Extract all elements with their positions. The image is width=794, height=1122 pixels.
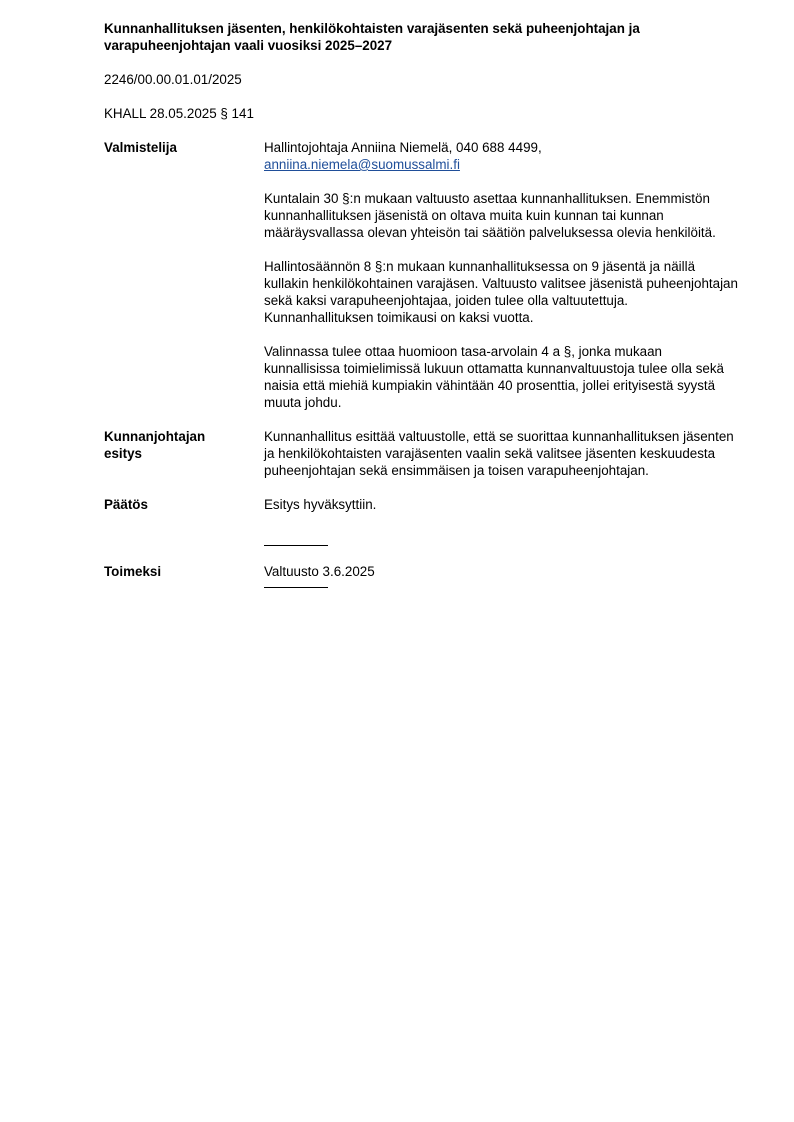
preparer-paragraph: Hallintosäännön 8 §:n mukaan kunnanhallituksessa on 9 jäsentä ja näillä kullakin henkilökohtainen varajäsen. Valtuusto valitsee jäsenistä puheenjohtajan sekä kaksi varapuheenjohtajaa, joiden tulee olla valtuutettuja. Kunnanhallituksen toimikausi on kaksi vuotta. <box>264 259 738 325</box>
proposal-section <box>104 428 744 479</box>
task-body <box>264 563 738 588</box>
preparer-section <box>104 139 744 411</box>
preparer-contact-text: Hallintojohtaja Anniina Niemelä, 040 688 4499, <box>264 140 542 155</box>
meeting-reference: KHALL 28.05.2025 § 141 <box>104 106 254 121</box>
preparer-paragraph: Valinnassa tulee ottaa huomioon tasa-arvolain 4 a §, jonka mukaan kunnallisissa toimielimissä lukuun ottamatta kunnanvaltuustoja tulee olla sekä naisia että miehiä kumpiakin vähintään 40 prosenttia, jollei erityisestä syystä muuta johdu. <box>264 344 724 410</box>
task-label: Toimeksi <box>104 564 162 579</box>
decision-text: Esitys hyväksyttiin. <box>264 497 377 512</box>
document-page <box>104 20 744 588</box>
preparer-label: Valmistelija <box>104 140 177 155</box>
task-section <box>104 563 744 588</box>
task-text: Valtuusto 3.6.2025 <box>264 564 375 579</box>
task-divider <box>264 587 328 588</box>
proposal-text: Kunnanhallitus esittää valtuustolle, että se suorittaa kunnanhallituksen jäsenten ja henkilökohtaisten varajäsenten vaalin sekä valitsee jäsenten keskuudesta puheenjohtajan sekä ensimmäisen ja toisen varapuheenjohtajan. <box>264 429 734 478</box>
reference-number: 2246/00.00.01.01/2025 <box>104 72 242 87</box>
proposal-label-line1: Kunnanjohtajan <box>104 429 206 444</box>
decision-label: Päätös <box>104 497 148 512</box>
proposal-label-line2: esitys <box>104 446 142 461</box>
document-title: Kunnanhallituksen jäsenten, henkilökohtaisten varajäsenten sekä puheenjohtajan ja varapuheenjohtajan vaali vuosiksi 2025–2027 <box>104 21 640 53</box>
preparer-contact <box>264 139 738 173</box>
decision-body <box>264 496 738 546</box>
decision-divider <box>264 545 328 546</box>
preparer-email-link[interactable]: anniina.niemela@suomussalmi.fi <box>264 157 460 172</box>
decision-section <box>104 496 744 546</box>
proposal-body <box>264 428 738 479</box>
preparer-body <box>264 139 738 411</box>
preparer-paragraph: Kuntalain 30 §:n mukaan valtuusto asettaa kunnanhallituksen. Enemmistön kunnanhallituksen jäsenistä on oltava muita kuin kunnan tai kunnan määräysvallassa olevan yhteisön tai säätiön palveluksessa olevia henkilöitä. <box>264 191 716 240</box>
proposal-label <box>104 428 264 479</box>
